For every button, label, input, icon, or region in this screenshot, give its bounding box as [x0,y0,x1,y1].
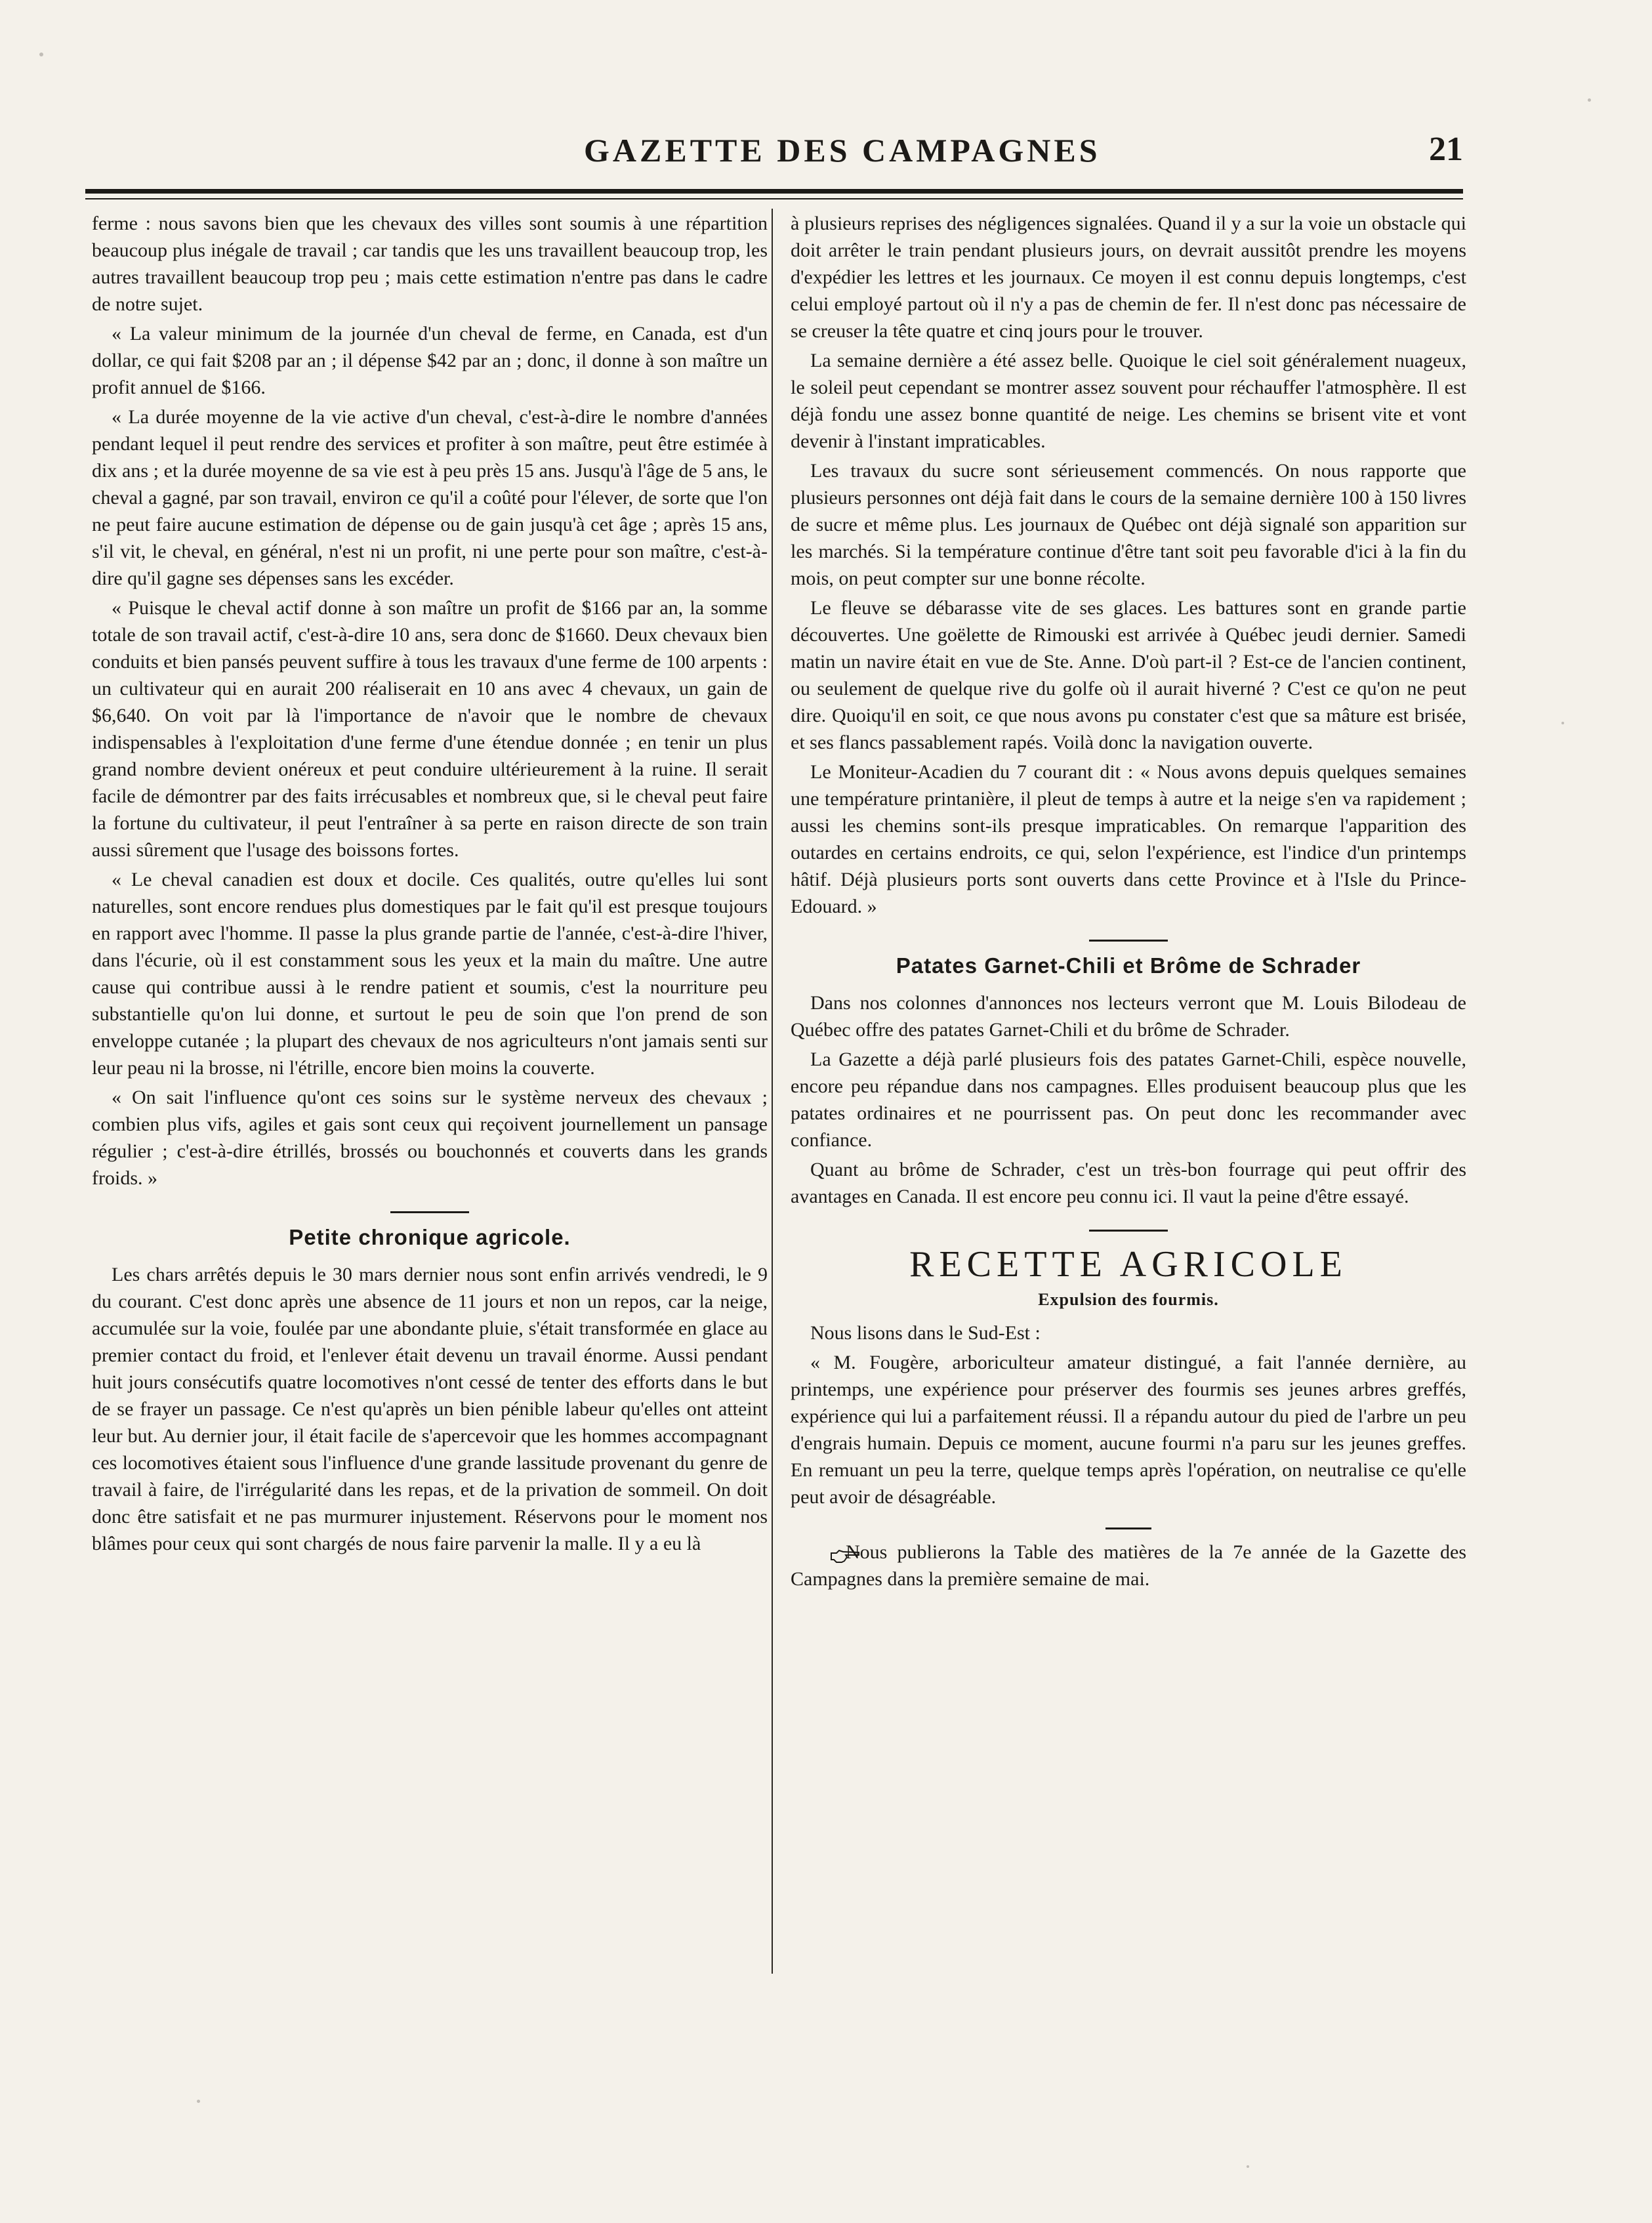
left-paragraph-1: ferme : nous savons bien que les chevaux des villes sont soumis à une répartition beaucoup plus inégale de travail ; car tandis que les uns travaillent beaucoup trop, les autres travaillent beaucoup trop peu ; mais cette estimation n'entre pas dans le cadre de notre sujet. [92,213,768,315]
masthead-title: GAZETTE DES CAMPAGNES [584,132,1101,169]
paper-speck [1561,722,1564,724]
right-paragraph-4: Le fleuve se débarasse vite de ses glaces. Les battures sont en grande partie découvertes. Une goëlette de Rimouski est arrivée à Québec jeudi dernier. Samedi matin un navire était en vue de Ste. Anne. D'où part-il ? Est-ce de l'ancien continent, ou seulement de quelque rive du golfe où il aurait hiverné ? C'est ce qu'on ne peut dire. Quoiqu'il en soit, ce que nous avons pu constater c'est que sa mâture est brisée, et ses flancs passablement rapés. Voilà donc la navigation ouverte. [791,597,1466,753]
right-column [791,210,1466,1595]
chronique-title: Petite chronique agricole. [289,1225,571,1249]
right-paragraph-1: à plusieurs reprises des négligences signalées. Quand il y a sur la voie un obstacle qui doit arrêter le train pendant plusieurs jours, on devrait aussitôt prendre les moyens d'expédier les lettres et les journaux. Ce moyen il est connu depuis longtemps, c'est celui employé partout où il n'y a pas de chemin de fer. Il n'est donc pas nécessaire de se creuser la tête quatre et cinq jours pour le trouver. [791,213,1466,342]
pointing-hand-icon [810,1545,840,1562]
recette-title: RECETTE AGRICOLE [909,1244,1348,1285]
recette-paragraph-2: « M. Fougère, arboriculteur amateur distingué, a fait l'année dernière, au printemps, une expérience pour préserver des fourmis ses jeunes arbres greffés, expérience qui lui a parfaitement réussi. Il a répandu autour du pied de l'arbre un peu d'engrais humain. Depuis ce moment, aucune fourmi n'a paru sur les jeunes greffes. En remuant un peu la terre, quelque temps après l'opération, on neutralise ce qu'elle peut avoir de désagréable. [791,1352,1466,1508]
left-column [92,210,768,1560]
section-separator [1105,1527,1151,1529]
notice-paragraph [791,1539,1466,1592]
notice-text: Nous publierons la Table des matières de la 7e année de la Gazette des Campagnes dans la première semaine de mai. [791,1541,1466,1590]
right-paragraph-3: Les travaux du sucre sont sérieusement commencés. On nous rapporte que plusieurs personnes ont déjà fait dans le cours de la semaine dernière 100 à 150 livres de sucre et même plus. Les journaux de Québec ont déjà signalé son apparition sur les marchés. Si la température continue d'être tant soit peu favorable d'ici à la fin du mois, on peut compter sur une bonne récolte. [791,460,1466,589]
header-rule-thin [85,198,1463,199]
section-separator [1089,1230,1168,1232]
section-separator [1089,940,1168,942]
paper-speck [1247,2165,1249,2168]
section-separator [390,1211,469,1213]
right-paragraph-5: Le Moniteur-Acadien du 7 courant dit : « Nous avons depuis quelques semaines une température printanière, il pleut de temps à autre et la neige s'en va rapidement ; aussi les chemins sont-ils presque impraticables. On remarque l'apparition des outardes en certains endroits, ce qui, selon l'expérience, est l'indice d'un printemps hâtif. Déjà plusieurs ports sont ouverts dans cette Province et à l'Isle du Prince-Edouard. » [791,761,1466,917]
recette-paragraph-1: Nous lisons dans le Sud-Est : [810,1322,1041,1344]
page-number: 21 [1429,131,1463,168]
left-paragraph-3: « La durée moyenne de la vie active d'un cheval, c'est-à-dire le nombre d'années pendant lequel il peut rendre des services et profiter à son maître, peut être estimée à dix ans ; et la durée moyenne de sa vie est à peu près 15 ans. Jusqu'à l'âge de 5 ans, le cheval a gagné, par son travail, environ ce qu'il a coûté pour l'élever, de sorte que l'on ne peut faire aucune estimation de dépense ou de gain jusqu'à cet âge ; après 15 ans, s'il vit, le cheval, en général, n'est ni un profit, ni une perte pour son maître, c'est-à-dire qu'il gagne ses dépenses sans les excéder. [92,406,768,589]
paper-speck [1588,98,1591,102]
left-paragraph-4: « Puisque le cheval actif donne à son maître un profit de $166 par an, la somme totale de son travail actif, c'est-à-dire 10 ans, sera donc de $1660. Deux chevaux bien conduits et bien pansés peuvent suffire à tous les travaux d'une ferme de 100 arpents : un cultivateur qui en aurait 200 réaliserait en 10 ans avec 4 chevaux, un gain de $6,640. On voit par là l'importance de n'avoir que le nombre de chevaux indispensables à l'exploitation d'une ferme d'une étendue donnée ; en tenir un plus grand nombre devient onéreux et peut conduire ultérieurement à la ruine. Il serait facile de démontrer par des faits irrécusables et nombreux que, si le cheval peut faire la fortune du cultivateur, il peut l'entraîner à sa perte en raison directe de son train aussi sûrement que l'usage des boissons fortes. [92,597,768,861]
patates-paragraph-1: Dans nos colonnes d'annonces nos lecteurs verront que M. Louis Bilodeau de Québec offre des patates Garnet-Chili et du brôme de Schrader. [791,992,1466,1041]
recette-subtitle: Expulsion des fourmis. [1038,1290,1219,1309]
column-divider [772,209,773,1974]
header-rule-thick [85,189,1463,194]
paper-speck [39,52,43,56]
patates-paragraph-3: Quant au brôme de Schrader, c'est un très-bon fourrage qui peut offrir des avantages en Canada. Il est encore peu connu ici. Il vaut la peine d'être essayé. [791,1159,1466,1207]
left-paragraph-6: « On sait l'influence qu'ont ces soins sur le système nerveux des chevaux ; combien plus vifs, agiles et gais sont ceux qui reçoivent journellement un pansage régulier ; c'est-à-dire étrillés, brossés ou bouchonnés et couverts dans les grands froids. » [92,1087,768,1189]
chronique-paragraph-1: Les chars arrêtés depuis le 30 mars dernier nous sont enfin arrivés vendredi, le 9 du courant. C'est donc après une absence de 11 jours et non un repos, car la neige, accumulée sur la voie, foulée par une abondante pluie, s'était transformée en glace au premier contact du froid, et l'enlever était devenu un travail énorme. Aussi pendant huit jours consécutifs quatre locomotives n'ont cessé de tenter des efforts dans le but de se frayer un passage. Ce n'est qu'après un bien pénible labeur qu'elles ont atteint leur but. Au dernier jour, il était facile de s'apercevoir que les hommes accompagnant ces locomotives étaient sous l'influence d'une grande lassitude provenant du genre de travail à faire, de l'irrégularité dans les repas, et de la privation de sommeil. On doit donc être satisfait et ne pas murmurer injustement. Réservons pour le moment nos blâmes pour ceux qui sont chargés de nous faire parvenir la malle. Il y a eu là [92,1264,768,1554]
page-header [85,125,1463,184]
patates-title: Patates Garnet-Chili et Brôme de Schrader [896,953,1361,978]
paper-speck [197,2100,200,2103]
left-paragraph-5: « Le cheval canadien est doux et docile. Ces qualités, outre qu'elles lui sont naturelles, sont encore rendues plus domestiques par le fait qu'il est presque toujours en rapport avec l'homme. Il passe la plus grande partie de l'année, c'est-à-dire l'hiver, dans l'écurie, où il est constamment sous les yeux et la main du maître. Une autre cause qui contribue aussi à le rendre patient et soumis, c'est la nourriture peu substantielle qu'on lui donne, et surtout le peu de soin que l'on prend de son enveloppe cutanée ; la plupart des chevaux de nos agriculteurs n'ont jamais senti sur leur peau ni la brosse, ni l'étrille, encore bien moins la couverte. [92,869,768,1079]
right-paragraph-2: La semaine dernière a été assez belle. Quoique le ciel soit généralement nuageux, le soleil peut cependant se montrer assez souvent pour réchauffer l'atmosphère. Il est déjà fondu une assez bonne quantité de neige. Les chemins se brisent vite et vont devenir à l'instant impraticables. [791,350,1466,452]
patates-paragraph-2: La Gazette a déjà parlé plusieurs fois des patates Garnet-Chili, espèce nouvelle, encore peu répandue dans nos campagnes. Elles produisent beaucoup plus que les patates ordinaires et ne pourrissent pas. On peut donc les recommander avec confiance. [791,1049,1466,1151]
left-paragraph-2: « La valeur minimum de la journée d'un cheval de ferme, en Canada, est d'un dollar, ce qui fait $208 par an ; il dépense $42 par an ; donc, il donne à son maître un profit annuel de $166. [92,323,768,398]
